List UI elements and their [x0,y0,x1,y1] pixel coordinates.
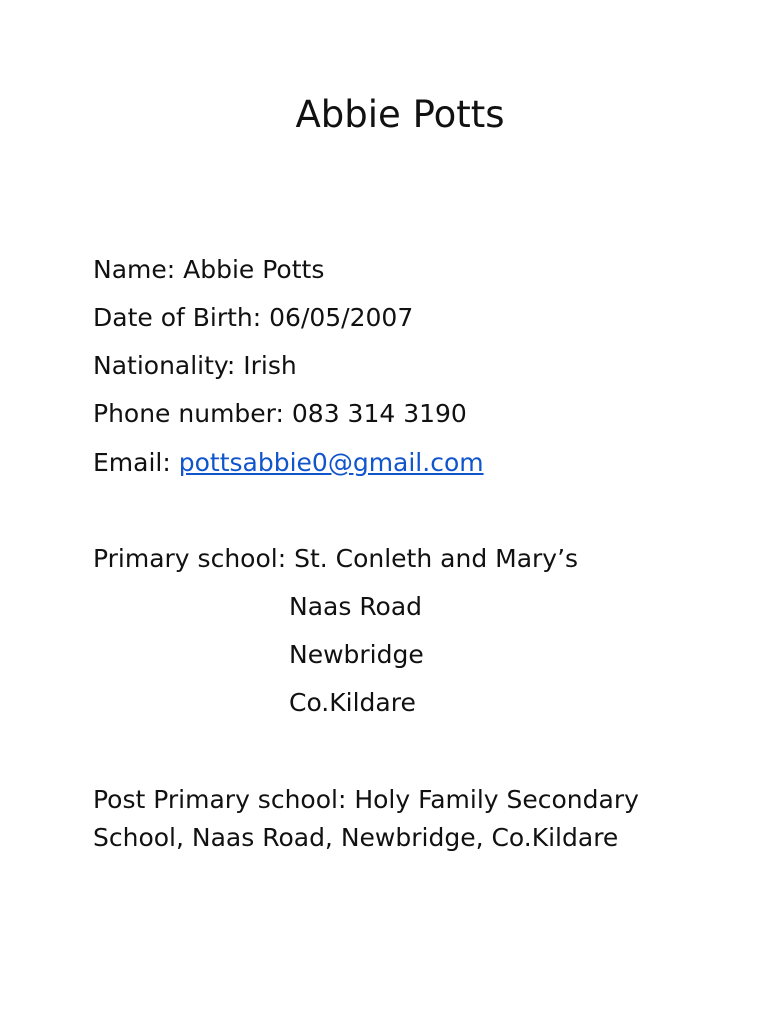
nationality-line: Nationality: Irish [93,351,297,380]
email-label: Email: [93,448,179,477]
phone-line: Phone number: 083 314 3190 [93,399,467,428]
primary-school-address-county: Co.Kildare [289,688,416,717]
post-primary-school-line1: Post Primary school: Holy Family Secondary [93,785,639,814]
email-link[interactable]: pottsabbie0@gmail.com [178,448,484,477]
primary-school-address-road: Naas Road [289,592,423,621]
post-primary-school-line2: School, Naas Road, Newbridge, Co.Kildare [93,823,619,852]
email-line [93,447,484,479]
primary-school-address-town: Newbridge [289,640,424,669]
dob-line: Date of Birth: 06/05/2007 [93,303,414,332]
name-line: Name: Abbie Potts [93,255,325,284]
primary-school-line: Primary school: St. Conleth and Mary’s [93,544,579,573]
document-title: Abbie Potts [295,93,505,136]
